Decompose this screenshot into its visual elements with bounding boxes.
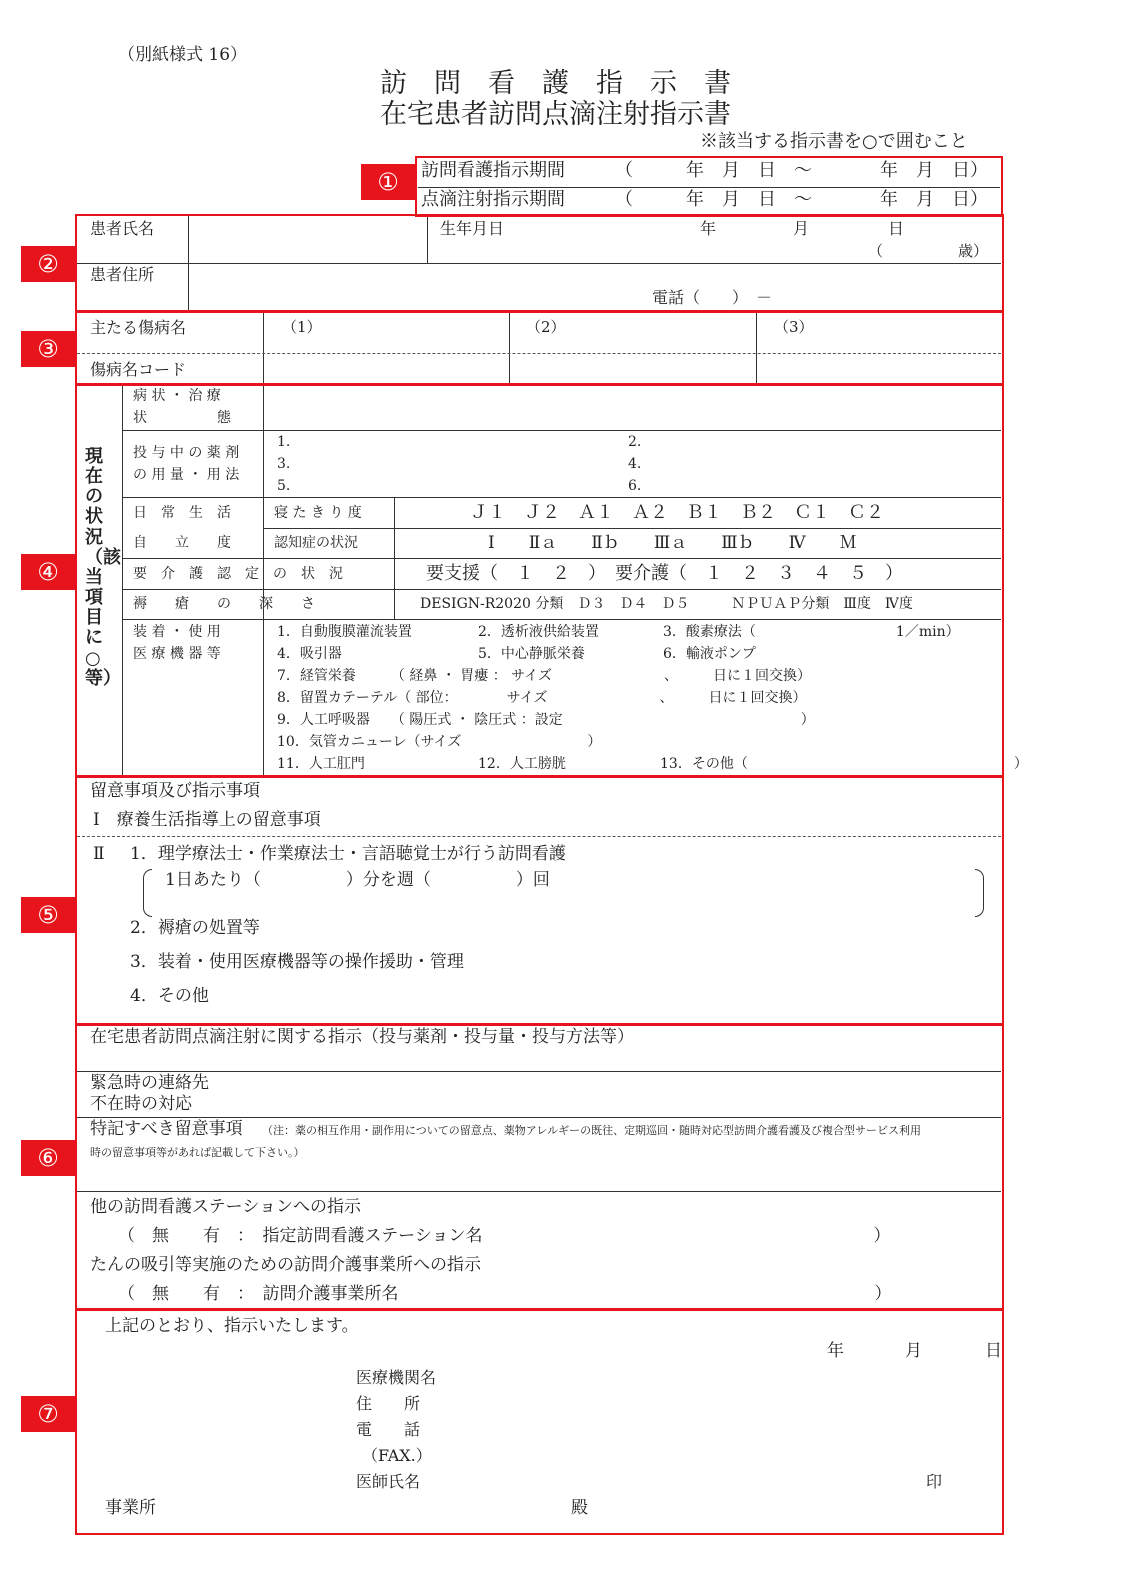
medication-2: 2. [628,434,642,450]
device-label-1: 装 着 ・ 使 用 [133,624,221,640]
section-2-badge: ② [21,246,75,282]
other-station-label: 他の訪問看護ステーションへの指示 [90,1197,361,1217]
section-7-box [75,1308,1004,1535]
device-label-2: 医 療 機 器 等 [133,646,221,662]
device-7: 7．経管栄養 （ 経鼻 ・ 胃瘻 ： サイズ 、 日に１回交換） [277,668,812,684]
notes-item-2-3: 3．装着・使用医療機器等の操作援助・管理 [130,952,464,972]
device-12: 12．人工膀胱 [478,756,566,772]
device-1: 1．自動腹膜灌流装置 [277,624,412,640]
dob-month: 月 [793,219,810,238]
medication-5: 5. [277,478,291,494]
drip-period-label: 点滴注射指示期間 [421,189,565,210]
disease-2: （2） [526,318,566,336]
notes-item-2-1: 1．理学療法士・作業療法士・言語聴覚士が行う訪問看護 [130,844,566,864]
dob-year: 年 [700,219,717,238]
device-11: 11．人工肛門 [277,756,365,772]
sign-month: 月 [905,1341,922,1361]
disease-code-label: 傷病名コード [90,360,187,379]
suction-instruction-label: たんの吸引等実施のための訪問介護事業所への指示 [90,1255,481,1275]
section-6-box [75,1023,1004,1311]
visit-period-label: 訪問看護指示期間 [421,160,565,181]
absence-response-label: 不在時の対応 [90,1094,192,1114]
sign-year: 年 [827,1341,844,1361]
device-8: 8．留置カテーテル（ 部位： サイズ 、 日に１回交換） [277,690,807,706]
institution-address-label: 住 所 [356,1394,421,1413]
device-9: 9．人工呼吸器 （ 陽圧式 ・ 陰圧式 ：設定 ） [277,712,815,728]
notes-title: 留意事項及び指示事項 [90,781,260,801]
instruction-statement: 上記のとおり、指示いたします。 [105,1316,359,1336]
section-5-box [75,775,1004,1026]
doctor-name-label: 医師氏名 [356,1472,421,1491]
drip-instruction-label: 在宅患者訪問点滴注射に関する指示（投与薬剤・投与量・投与方法等） [90,1027,634,1047]
section-2-box [75,214,1004,313]
seal-mark: 印 [926,1472,943,1491]
medication-6: 6. [628,478,642,494]
medication-4: 4. [628,456,642,472]
notes-item-2-4: 4．その他 [130,986,209,1006]
suction-instruction-options: （ 無 有 ： 訪問介護事業所名 ） [118,1284,892,1304]
section-7-badge: ⑦ [21,1396,75,1432]
office-label: 事業所 [105,1498,156,1518]
care-cert-label: 要 介 護 認 定 の 状 況 [133,566,343,582]
device-6: 6．輸液ポンプ [663,646,756,662]
condition-label-1: 病 状 ・ 治 療 [133,388,221,404]
title-visit-nursing: 訪 問 看 護 指 示 書 [380,68,731,99]
current-status-vertical-label: 現在の状況（該当項目に○等） [85,446,121,689]
adl-label-2: 自 立 度 [133,535,231,551]
section-1-badge: ① [361,164,415,200]
patient-phone: 電話（ ） － [652,288,773,307]
drip-period-to: 年 月 日） [880,189,988,210]
visit-period-to: 年 月 日） [880,160,988,181]
dementia-label: 認知症の状況 [274,535,358,551]
device-2: 2．透析液供給装置 [478,624,599,640]
medication-1: 1. [277,434,291,450]
section-5-badge: ⑤ [21,897,75,933]
bedridden-label: 寝 た き り 度 [274,505,362,521]
device-3: 3．酸素療法（ 1／min） [663,624,960,640]
medication-label-2: の 用 量 ・ 用 法 [133,467,240,483]
institution-label: 医療機関名 [356,1368,437,1387]
section-4-box [75,383,1004,778]
notes-item-1: Ⅰ 療養生活指導上の留意事項 [93,810,321,830]
dob-day: 日 [888,219,905,238]
institution-fax-label: （FAX.） [362,1446,432,1465]
notes-item-2-2: 2．褥瘡の処置等 [130,918,260,938]
therapy-frequency: 1日あたり（ ）分を週（ ）回 [165,870,550,890]
section-3-badge: ③ [21,331,75,367]
institution-phone-label: 電 話 [356,1420,421,1439]
device-4: 4．吸引器 [277,646,342,662]
title-drip-injection: 在宅患者訪問点滴注射指示書 [380,99,731,130]
drip-period-from: 年 月 日 ～ [686,189,812,210]
notes-item-2-number: Ⅱ [93,844,105,864]
bedridden-values: Ｊ１ Ｊ２ Ａ１ Ａ２ Ｂ１ Ｂ２ Ｃ１ Ｃ２ [470,502,884,523]
patient-name-label: 患者氏名 [90,219,155,238]
special-notes-hint-1: （注：薬の相互作用・副作用についての留意点、薬物アレルギーの既往、定期巡回・随時対応型訪問介護看護及び複合型サービス利用 [262,1124,922,1137]
age-field: （ 歳） [868,242,989,260]
dementia-values: Ⅰ Ⅱａ Ⅱｂ Ⅲａ Ⅲｂ Ⅳ Ｍ [488,533,857,553]
drip-period-open: （ [615,189,633,210]
special-notes-hint-2: 時の留意事項等があれば記載して下さい。） [90,1146,305,1159]
patient-address-label: 患者住所 [90,265,155,284]
main-disease-label: 主たる傷病名 [90,318,187,337]
device-10: 10．気管カニューレ（サイズ ） [277,734,602,750]
ulcer-depth-values: DESIGN-R2020 分類 Ｄ３ Ｄ４ Ｄ５ ＮＰＵＡＰ分類 Ⅲ度 Ⅳ度 [420,596,913,612]
visit-period-from: 年 月 日 ～ [686,160,812,181]
section-1-box [415,156,1003,217]
device-5: 5．中心静脈栄養 [478,646,585,662]
dob-label: 生年月日 [440,219,505,238]
care-cert-values: 要支援（ １ ２ ） 要介護（ １ ２ ３ ４ ５ ） [426,563,903,584]
special-notes-label: 特記すべき留意事項 [90,1119,243,1139]
ulcer-depth-label: 褥 瘡 の 深 さ [133,596,315,612]
emergency-contact-label: 緊急時の連絡先 [90,1073,209,1093]
other-station-options: （ 無 有 ： 指定訪問看護ステーション名 ） [118,1226,891,1246]
form-number: （別紙様式 16） [118,45,248,65]
instruction-note: ※該当する指示書を○で囲むこと [700,131,968,152]
honorific-dono: 殿 [571,1498,588,1518]
condition-label-2: 状 態 [133,410,231,426]
medication-3: 3. [277,456,291,472]
medication-label-1: 投 与 中 の 薬 剤 [133,445,240,461]
visit-period-open: （ [615,160,633,181]
section-3-box [75,310,1004,386]
adl-label-1: 日 常 生 活 [133,505,231,521]
section-4-badge: ④ [21,554,75,590]
device-13: 13．その他（ ） [660,756,1028,772]
disease-1: （1） [282,318,322,336]
sign-day: 日 [985,1341,1002,1361]
disease-3: （3） [774,318,814,336]
section-6-badge: ⑥ [21,1140,75,1176]
